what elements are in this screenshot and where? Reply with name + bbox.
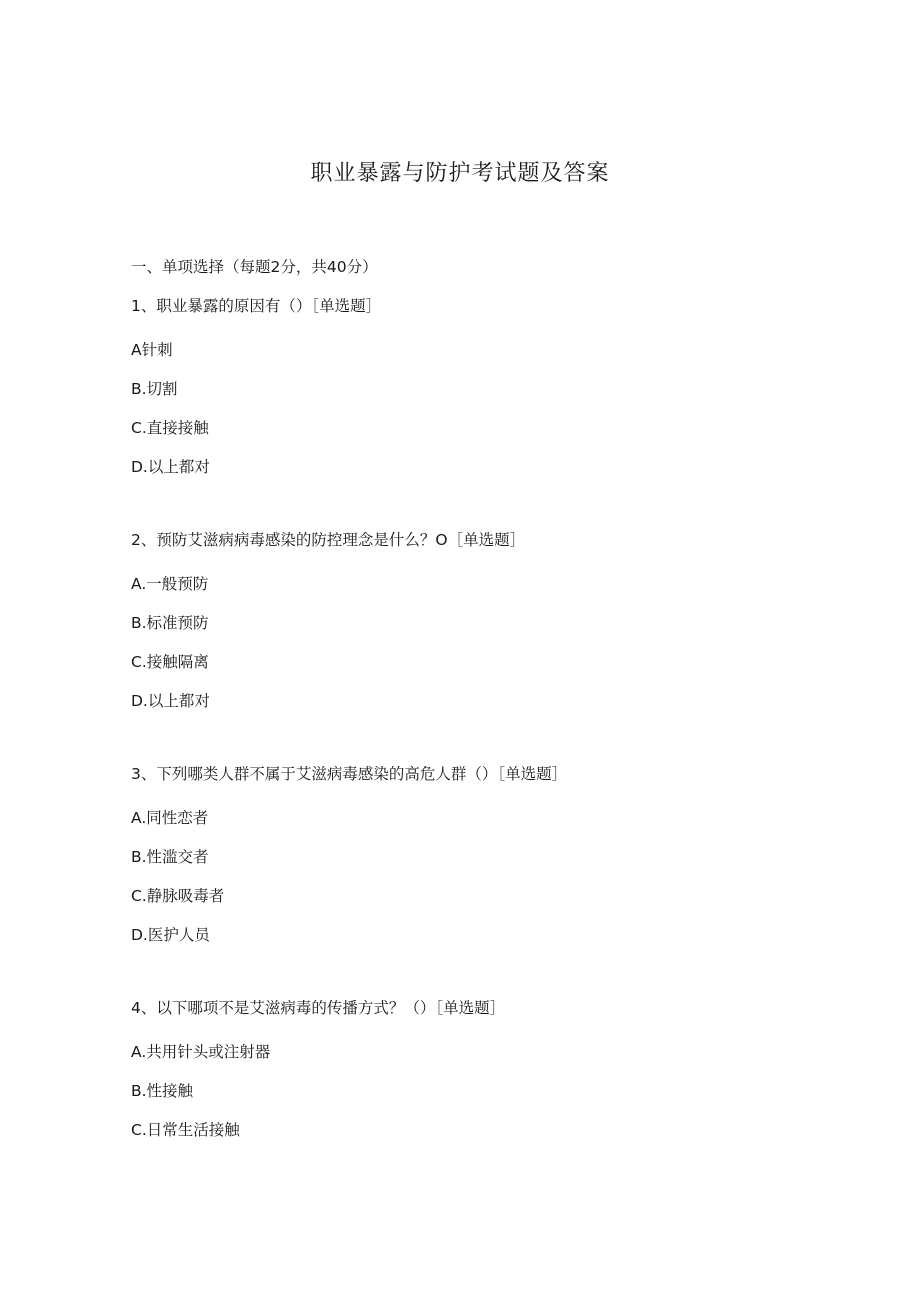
question-3-option-b: B.性滥交者 (131, 848, 209, 866)
question-2-option-c: C.接触隔离 (131, 653, 209, 671)
question-1-option-c: C.直接接触 (131, 419, 209, 437)
question-2-option-b: B.标准预防 (131, 614, 209, 632)
question-4-option-c: C.日常生活接触 (131, 1121, 240, 1139)
question-2-stem: 2、预防艾滋病病毒感染的防控理念是什么？O［单选题］ (131, 531, 526, 549)
question-2-option-d: D.以上都对 (131, 692, 210, 710)
question-1-option-d: D.以上都对 (131, 458, 210, 476)
question-3-option-d: D.医护人员 (131, 926, 210, 944)
question-3-option-c: C.静脉吸毒者 (131, 887, 225, 905)
question-3-stem: 3、下列哪类人群不属于艾滋病毒感染的高危人群（）［单选题］ (131, 765, 568, 783)
question-1-stem: 1、职业暴露的原因有（）［单选题］ (131, 297, 382, 315)
question-4-option-a: A.共用针头或注射器 (131, 1043, 271, 1061)
question-4-stem: 4、以下哪项不是艾滋病毒的传播方式？（）［单选题］ (131, 999, 506, 1017)
question-4-option-b: B.性接触 (131, 1082, 194, 1100)
question-1-option-b: B.切割 (131, 380, 178, 398)
question-1-option-a: A针刺 (131, 341, 173, 359)
section-heading: 一、单项选择（每题2分，共40分） (131, 258, 378, 276)
question-2-option-a: A.一般预防 (131, 575, 209, 593)
question-3-option-a: A.同性恋者 (131, 809, 209, 827)
document-title: 职业暴露与防护考试题及答案 (310, 161, 610, 186)
